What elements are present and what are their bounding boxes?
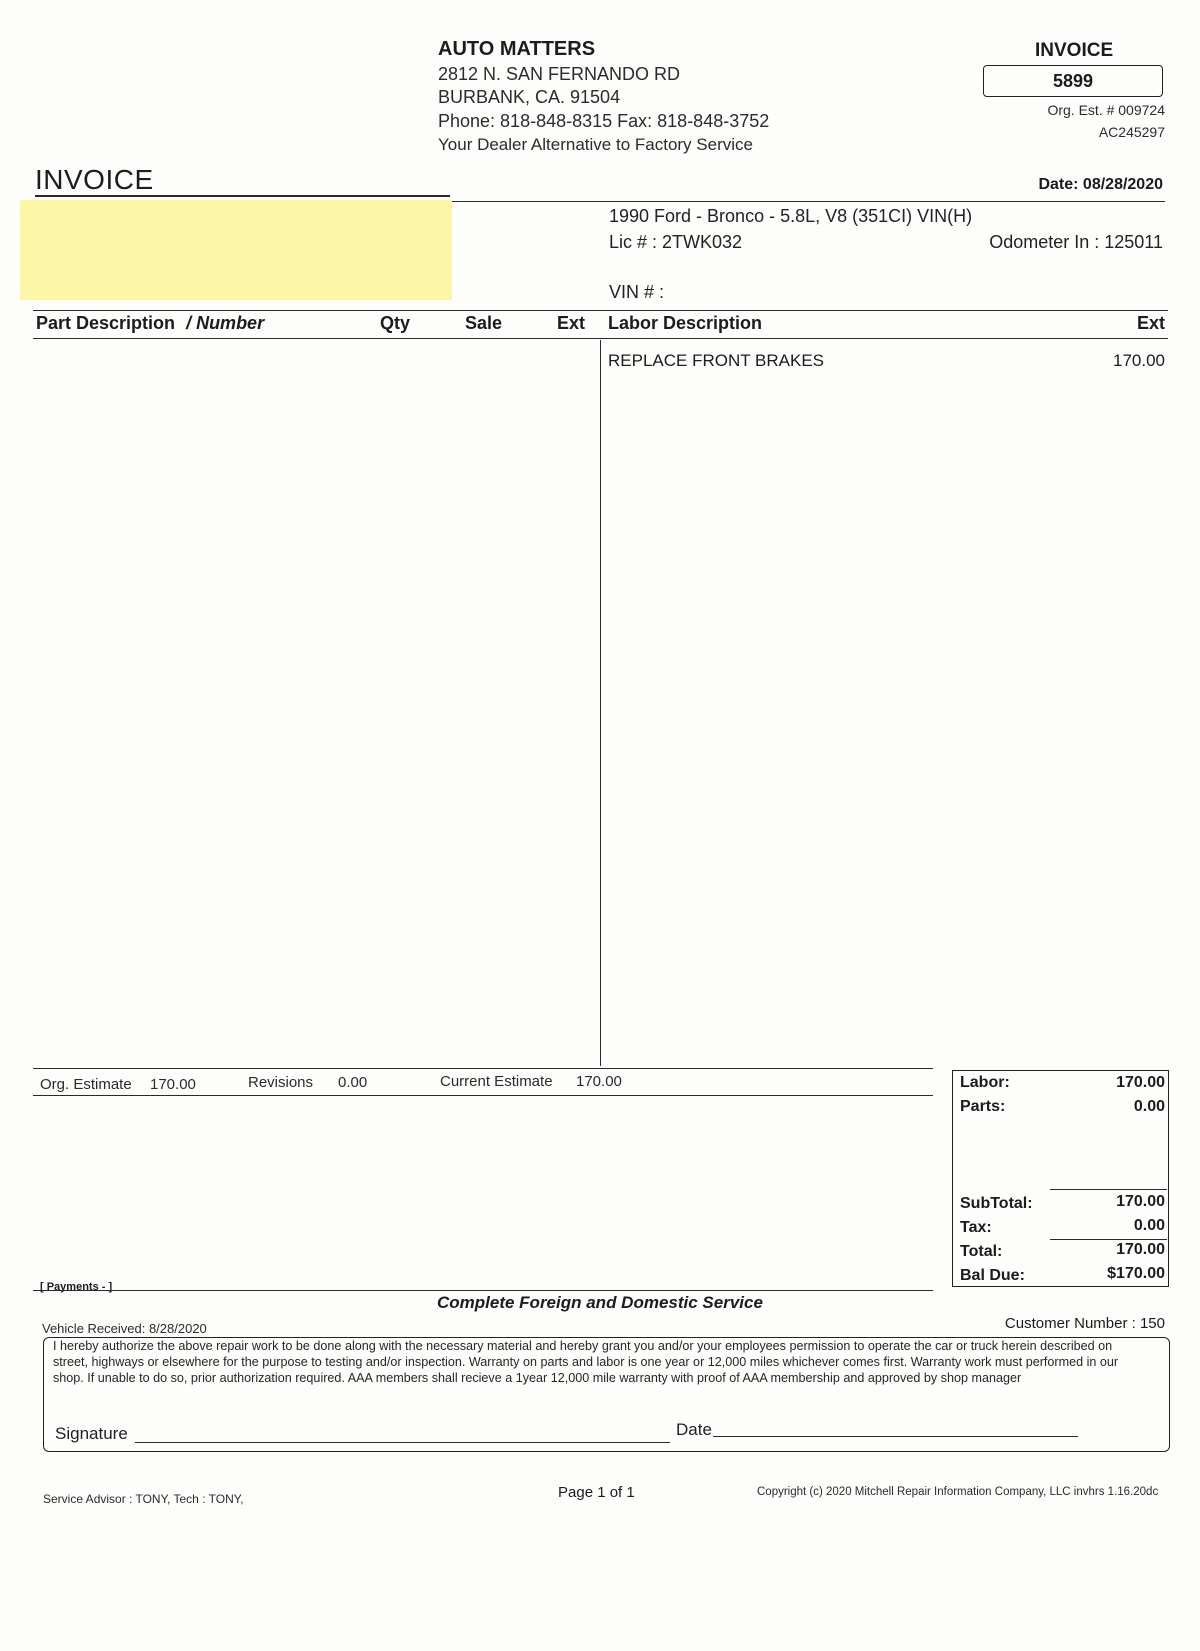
total-rule [1050, 1239, 1167, 1240]
vehicle-received-date: Vehicle Received: 8/28/2020 [42, 1321, 207, 1336]
labor-total-label: Labor: [960, 1074, 1010, 1091]
part-description-label: Part Description [36, 313, 176, 333]
subtotal-label: SubTotal: [960, 1195, 1033, 1212]
copyright-notice: Copyright (c) 2020 Mitchell Repair Information Company, LLC invhrs 1.16.20dc [757, 1486, 1159, 1498]
total-value: 170.00 [1116, 1241, 1165, 1258]
labor-line-ext: 170.00 [1113, 351, 1165, 370]
balance-due-value: $170.00 [1107, 1265, 1165, 1282]
revisions-value: 0.00 [338, 1074, 368, 1091]
labor-ext-header: Ext [1136, 313, 1165, 333]
authorization-text: I hereby authorize the above repair work to be done along with the necessary material and hereby grant you and/or your employees permission to operate the car or truck herein described on street, highways or elsewhere for the purpose to testing and/or inspection. Warranty on parts and labor is one year or 12,000 miles whichever comes first. Warranty work must performed in our shop. If unable to do so, prior authorization required. AAA members shall recieve a 1year 12,000 mile warranty with proof of AAA membership and approved by shop manager [53, 1339, 1119, 1385]
tax-label: Tax: [960, 1219, 992, 1236]
revisions-label: Revisions [248, 1074, 314, 1091]
estimates-bottom-rule [33, 1095, 933, 1096]
vehicle-description: 1990 Ford - Bronco - 5.8L, V8 (351CI) VIN(H) [609, 206, 973, 226]
payments-label: [ Payments - ] [40, 1281, 113, 1293]
subtotal-rule [1050, 1189, 1167, 1190]
invoice-date: Date: 08/28/2020 [1038, 176, 1163, 193]
labor-line-description: REPLACE FRONT BRAKES [608, 351, 825, 370]
vin-number: VIN # : [609, 282, 665, 302]
column-header-bottom-rule [33, 338, 1168, 339]
customer-number: Customer Number : 150 [1004, 1315, 1165, 1332]
total-label: Total: [960, 1243, 1003, 1260]
signature-label: Signature [55, 1424, 128, 1443]
document-title: INVOICE [35, 164, 154, 195]
header-divider [450, 201, 1165, 202]
part-description-header [36, 313, 264, 334]
org-estimate-label: Org. Estimate [40, 1076, 132, 1093]
company-phone-fax: Phone: 818-848-8315 Fax: 818-848-3752 [438, 111, 770, 131]
company-address-line-1: 2812 N. SAN FERNANDO RD [438, 64, 681, 84]
parts-ext-header: Ext [557, 313, 586, 333]
tax-value: 0.00 [1133, 1217, 1165, 1234]
estimates-top-rule [33, 1068, 933, 1069]
labor-total-value: 170.00 [1116, 1074, 1165, 1091]
title-underline [35, 195, 450, 197]
qty-header: Qty [380, 313, 411, 333]
payments-rule [33, 1290, 933, 1291]
service-advisor-tech: Service Advisor : TONY, Tech : TONY, [43, 1492, 244, 1506]
parts-total-value: 0.00 [1133, 1098, 1165, 1115]
original-estimate-number: Org. Est. # 009724 [1047, 102, 1165, 118]
company-tagline: Your Dealer Alternative to Factory Service [438, 135, 753, 154]
company-address-line-2: BURBANK, CA. 91504 [438, 87, 621, 107]
reference-number: AC245297 [1098, 124, 1165, 140]
service-slogan: Complete Foreign and Domestic Service [437, 1293, 763, 1312]
part-number-label: / Number [186, 313, 265, 333]
page-number: Page 1 of 1 [558, 1484, 635, 1501]
odometer-in: Odometer In : 125011 [989, 232, 1163, 252]
org-estimate-value: 170.00 [150, 1076, 196, 1093]
company-name: AUTO MATTERS [438, 38, 596, 60]
license-plate: Lic # : 2TWK032 [609, 232, 743, 252]
invoice-label: INVOICE [1035, 40, 1114, 61]
parts-labor-separator [600, 340, 601, 1066]
column-header-top-rule [33, 310, 1168, 311]
redacted-customer-info [20, 200, 452, 300]
parts-total-label: Parts: [960, 1098, 1006, 1115]
current-estimate-label: Current Estimate [440, 1073, 553, 1090]
date-label: Date [676, 1420, 712, 1439]
signature-line[interactable] [135, 1442, 670, 1443]
balance-due-label: Bal Due: [960, 1267, 1025, 1284]
invoice-number-box: 5899 [983, 65, 1163, 97]
sale-header: Sale [465, 313, 503, 333]
subtotal-value: 170.00 [1116, 1193, 1165, 1210]
current-estimate-value: 170.00 [576, 1073, 622, 1090]
date-line[interactable] [713, 1436, 1078, 1437]
labor-description-header: Labor Description [608, 313, 763, 333]
